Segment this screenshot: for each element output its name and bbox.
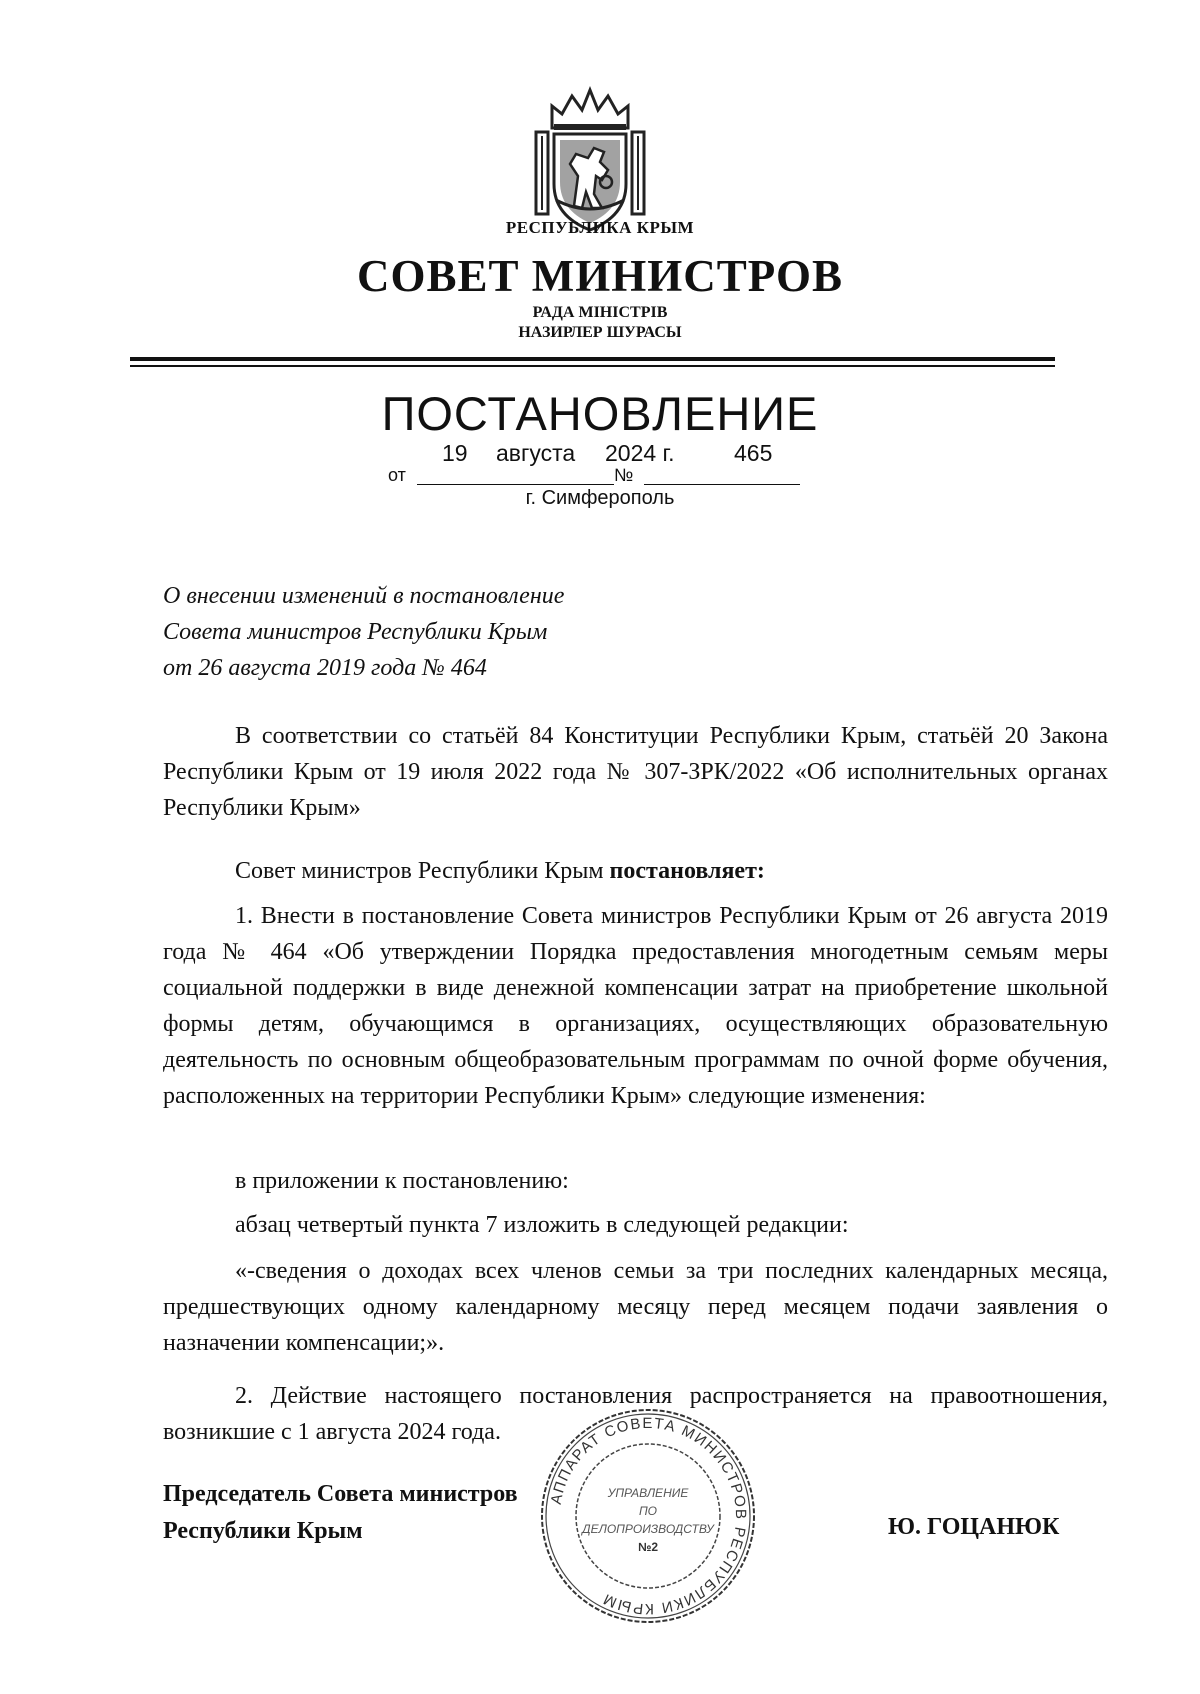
subject-line: Совета министров Республики Крым: [163, 619, 548, 645]
signatory-name: Ю. ГОЦАНЮК: [888, 1514, 1060, 1540]
subject-line: от 26 августа 2019 года № 464: [163, 655, 487, 681]
signatory-position: [163, 1476, 518, 1550]
resolves-keyword: постановляет:: [609, 858, 765, 884]
decree-city: г. Симферополь: [525, 487, 675, 509]
header-divider-thin: [130, 365, 1055, 367]
annex-text: в приложении к постановлению:: [235, 1168, 569, 1194]
preamble-paragraph: [163, 718, 1108, 826]
date-label: от: [388, 465, 406, 485]
annex-paragraph: [163, 1163, 1108, 1199]
stamp-outer-text: АППАРАТ СОВЕТА МИНИСТРОВ РЕСПУБЛИКИ КРЫМ: [547, 1414, 750, 1618]
paragraph-4-text: абзац четвертый пункта 7 изложить в следующей редакции:: [235, 1212, 849, 1238]
date-underline: [417, 484, 614, 485]
decree-month: августа: [496, 440, 576, 466]
stamp-number: №2: [637, 1540, 659, 1554]
decree-day: 19: [442, 440, 468, 466]
number-label: №: [614, 465, 634, 485]
signatory-position-line: Председатель Совета министров: [163, 1481, 518, 1507]
decree-number: 465: [734, 440, 773, 466]
header-divider-thick: [130, 357, 1055, 361]
subject-line: О внесении изменений в постановление: [163, 583, 565, 609]
council-alt-names: [120, 303, 1080, 343]
official-stamp-icon: [537, 1405, 759, 1627]
decree-subject: [163, 578, 564, 686]
item-1-text: 1. Внести в постановление Совета министров Республики Крым от 26 августа 2019 года № 464 «Об утверждении Порядка предоставления многодетным семьям меры социальной поддержки в виде денежной компенсации затрат на приобретение школьной формы детям, обучающимся в организациях, осуществляющих образовательную деятельность по основным общеобразовательным программам по очной форме обучения, расположенных на территории Республики Крым» следующие изменения:: [163, 903, 1108, 1109]
resolves-paragraph: [163, 853, 1108, 889]
stamp-inner-line: УПРАВЛЕНИЕ: [607, 1486, 689, 1500]
stamp-inner-line: ПО: [638, 1504, 658, 1518]
new-wording-paragraph: [163, 1253, 1108, 1361]
item-1-paragraph: [163, 898, 1108, 1114]
new-wording-text: «-сведения о доходах всех членов семьи за три последних календарных месяца, предшествующих одному календарному месяцу перед месяцем подачи заявления о назначении компенсации;».: [163, 1258, 1108, 1356]
paragraph-4-instruction: [163, 1207, 1108, 1243]
preamble-text: В соответствии со статьёй 84 Конституции Республики Крым, статьёй 20 Закона Республики Крым от 19 июля 2022 года № 307-ЗРК/2022 «Об исполнительных органах Республики Крым»: [163, 723, 1108, 821]
signatory-position-line: Республики Крым: [163, 1518, 363, 1544]
council-crimean-tatar-name: НАЗИРЛЕР ШУРАСЫ: [518, 324, 682, 341]
stamp-inner-line: ДЕЛОПРОИЗВОДСТВУ: [582, 1522, 714, 1536]
council-title: СОВЕТ МИНИСТРОВ: [356, 251, 844, 301]
council-ukrainian-name: РАДА МІНІСТРІВ: [532, 304, 668, 321]
number-underline: [644, 484, 800, 485]
decree-year: 2024 г.: [605, 440, 675, 466]
resolves-prefix: Совет министров Республики Крым: [235, 858, 610, 884]
item-2-text: 2. Действие настоящего постановления распространяется на правоотношения, возникшие с 1 августа 2024 года.: [163, 1383, 1108, 1445]
decree-title: ПОСТАНОВЛЕНИЕ: [381, 387, 819, 440]
republic-name: РЕСПУБЛИКА КРЫМ: [505, 218, 695, 237]
coat-of-arms-icon: [530, 84, 650, 234]
